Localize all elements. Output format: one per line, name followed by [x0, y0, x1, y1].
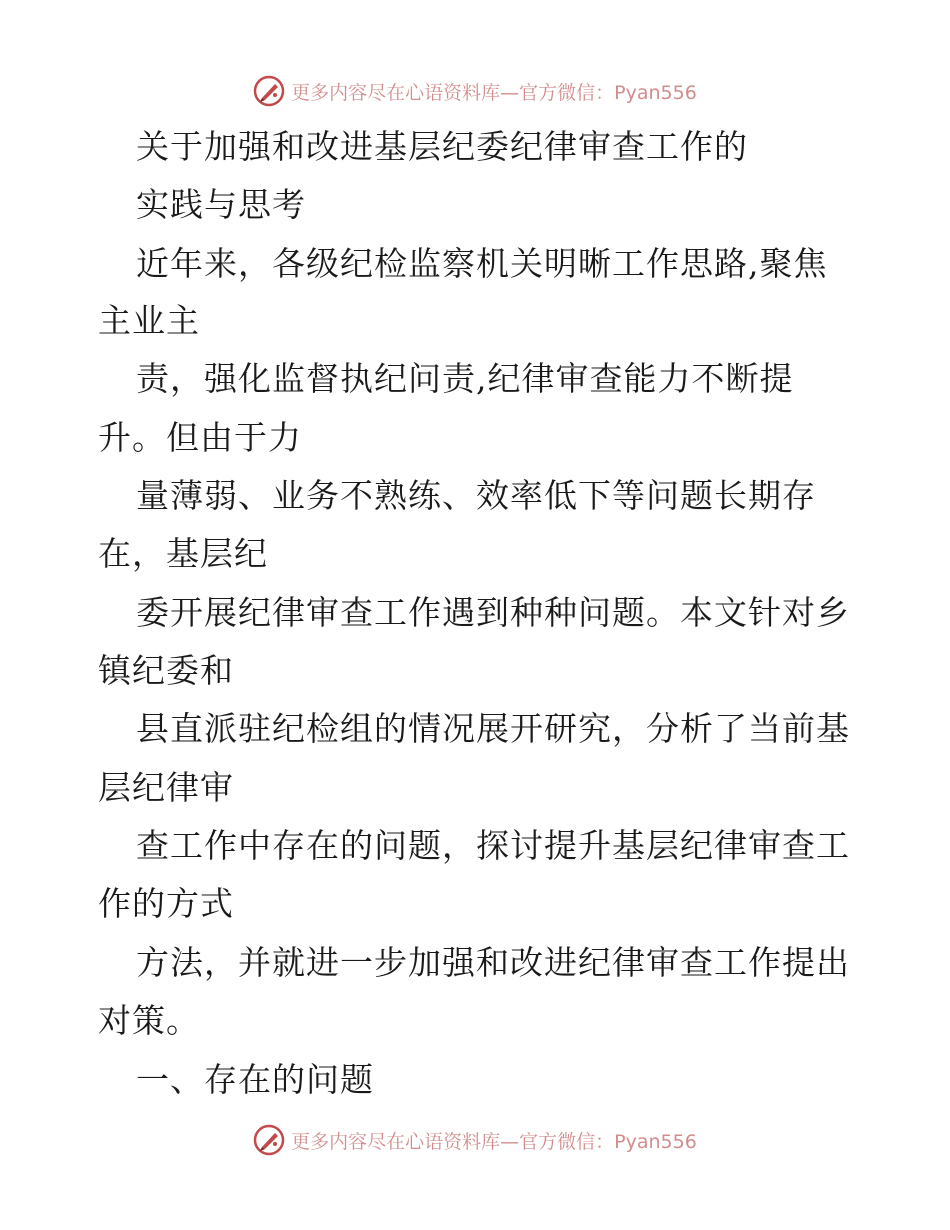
paragraph-line: 近年来，各级纪检监察机关明晰工作思路,聚焦	[136, 244, 828, 283]
paragraph-line: 量薄弱、业务不熟练、效率低下等问题长期存	[136, 476, 816, 515]
paragraph-line: 镇纪委和	[98, 651, 234, 690]
section-heading: 一、存在的问题	[136, 1060, 374, 1099]
paragraph-line: 在，基层纪	[98, 534, 268, 573]
watermark-text: 更多内容尽在心语资料库—官方微信：Pyan556	[291, 81, 697, 104]
header-watermark	[0, 71, 950, 111]
paragraph-line: 层纪律审	[98, 768, 234, 807]
paragraph-line: 对策。	[98, 1001, 200, 1040]
pen-logo-icon	[253, 75, 285, 107]
pen-logo-icon	[253, 1124, 285, 1156]
paragraph-line: 县直派驻纪检组的情况展开研究，分析了当前基	[136, 709, 850, 748]
watermark-text: 更多内容尽在心语资料库—官方微信：Pyan556	[291, 1130, 697, 1153]
document-title-line-2: 实践与思考	[136, 185, 306, 224]
paragraph-line: 主业主	[98, 301, 200, 340]
paragraph-line: 方法，并就进一步加强和改进纪律审查工作提出	[136, 943, 850, 982]
paragraph-line: 升。但由于力	[98, 418, 302, 457]
footer-watermark	[0, 1120, 950, 1160]
document-title-line-1: 关于加强和改进基层纪委纪律审查工作的	[136, 127, 748, 166]
paragraph-line: 作的方式	[98, 884, 234, 923]
paragraph-line: 委开展纪律审查工作遇到种种问题。本文针对乡	[136, 593, 850, 632]
paragraph-line: 责，强化监督执纪问责,纪律审查能力不断提	[136, 359, 794, 398]
paragraph-line: 查工作中存在的问题，探讨提升基层纪律审查工	[136, 826, 850, 865]
